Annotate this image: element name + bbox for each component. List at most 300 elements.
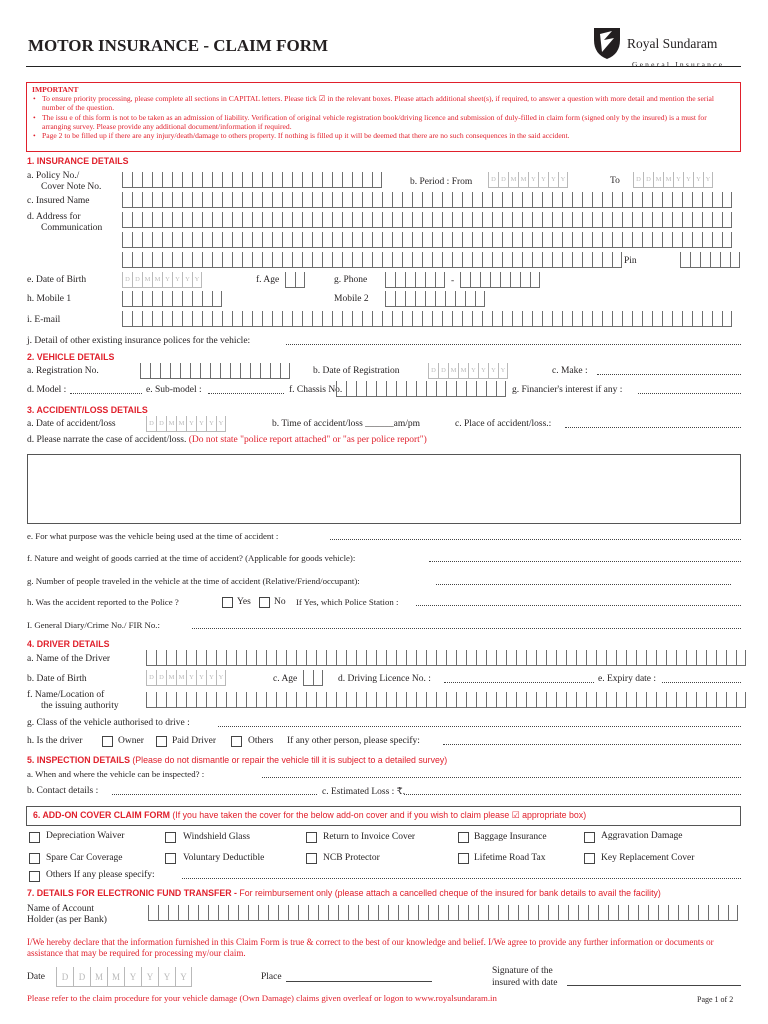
char-box[interactable] (492, 212, 502, 228)
date-digit-box[interactable]: Y (528, 172, 538, 188)
date-digit-box[interactable]: D (428, 363, 438, 379)
char-box[interactable] (445, 291, 455, 307)
char-box[interactable] (272, 311, 282, 327)
char-box[interactable] (172, 291, 182, 307)
char-box[interactable] (262, 172, 272, 188)
char-box[interactable] (338, 905, 348, 921)
char-box[interactable] (642, 192, 652, 208)
char-box[interactable] (422, 232, 432, 248)
date-digit-box[interactable]: M (166, 416, 176, 432)
char-box[interactable] (542, 232, 552, 248)
char-box[interactable] (522, 192, 532, 208)
char-box[interactable] (222, 232, 232, 248)
ncb-protector-checkbox[interactable] (306, 853, 317, 864)
char-box[interactable] (586, 650, 596, 666)
mobile1-input[interactable] (122, 291, 222, 307)
date-digit-box[interactable]: M (448, 363, 458, 379)
char-box[interactable] (722, 212, 732, 228)
char-box[interactable] (122, 311, 132, 327)
char-box[interactable] (312, 212, 322, 228)
char-box[interactable] (552, 311, 562, 327)
char-box[interactable] (362, 232, 372, 248)
char-box[interactable] (252, 172, 262, 188)
char-box[interactable] (716, 692, 726, 708)
char-box[interactable] (376, 381, 386, 397)
char-box[interactable] (258, 905, 268, 921)
char-box[interactable] (412, 252, 422, 268)
char-box[interactable] (242, 252, 252, 268)
date-digit-box[interactable]: D (132, 272, 142, 288)
char-box[interactable] (316, 650, 326, 666)
char-box[interactable] (226, 692, 236, 708)
char-box[interactable] (446, 650, 456, 666)
accident-place-field[interactable] (565, 420, 741, 428)
char-box[interactable] (662, 212, 672, 228)
char-box[interactable] (332, 311, 342, 327)
char-box[interactable] (405, 291, 415, 307)
char-box[interactable] (472, 311, 482, 327)
char-box[interactable] (216, 692, 226, 708)
char-box[interactable] (526, 650, 536, 666)
char-box[interactable] (428, 905, 438, 921)
model-field[interactable] (70, 386, 142, 394)
char-box[interactable] (425, 272, 435, 288)
char-box[interactable] (192, 311, 202, 327)
date-digit-box[interactable]: Y (216, 416, 226, 432)
char-box[interactable] (142, 291, 152, 307)
char-box[interactable] (652, 212, 662, 228)
char-box[interactable] (578, 905, 588, 921)
char-box[interactable] (248, 905, 258, 921)
char-box[interactable] (222, 212, 232, 228)
char-box[interactable] (502, 252, 512, 268)
phone-std-input[interactable] (385, 272, 445, 288)
char-box[interactable] (166, 692, 176, 708)
date-digit-box[interactable]: Y (206, 416, 216, 432)
char-box[interactable] (510, 272, 520, 288)
char-box[interactable] (176, 692, 186, 708)
char-box[interactable] (152, 192, 162, 208)
char-box[interactable] (492, 252, 502, 268)
date-digit-box[interactable]: D (146, 416, 156, 432)
date-digit-box[interactable]: M (176, 416, 186, 432)
char-box[interactable] (672, 192, 682, 208)
char-box[interactable] (722, 232, 732, 248)
insured-name-input[interactable] (122, 192, 732, 208)
date-digit-box[interactable]: Y (175, 967, 192, 987)
char-box[interactable] (246, 650, 256, 666)
char-box[interactable] (122, 172, 132, 188)
char-box[interactable] (302, 212, 312, 228)
char-box[interactable] (172, 311, 182, 327)
char-box[interactable] (482, 192, 492, 208)
char-box[interactable] (598, 905, 608, 921)
char-box[interactable] (362, 311, 372, 327)
char-box[interactable] (252, 232, 262, 248)
date-digit-box[interactable]: Y (498, 363, 508, 379)
char-box[interactable] (278, 905, 288, 921)
char-box[interactable] (562, 252, 572, 268)
char-box[interactable] (302, 192, 312, 208)
char-box[interactable] (728, 905, 738, 921)
char-box[interactable] (656, 692, 666, 708)
char-box[interactable] (692, 212, 702, 228)
char-box[interactable] (688, 905, 698, 921)
char-box[interactable] (596, 692, 606, 708)
account-holder-input[interactable] (148, 905, 738, 921)
char-box[interactable] (406, 650, 416, 666)
char-box[interactable] (488, 905, 498, 921)
char-box[interactable] (346, 692, 356, 708)
char-box[interactable] (592, 232, 602, 248)
char-box[interactable] (436, 381, 446, 397)
char-box[interactable] (538, 905, 548, 921)
char-box[interactable] (618, 905, 628, 921)
char-box[interactable] (666, 650, 676, 666)
vehicle-class-field[interactable] (218, 719, 741, 727)
char-box[interactable] (192, 192, 202, 208)
char-box[interactable] (182, 212, 192, 228)
char-box[interactable] (346, 381, 356, 397)
char-box[interactable] (348, 905, 358, 921)
char-box[interactable] (208, 905, 218, 921)
char-box[interactable] (490, 272, 500, 288)
char-box[interactable] (692, 232, 702, 248)
char-box[interactable] (352, 311, 362, 327)
char-box[interactable] (548, 905, 558, 921)
char-box[interactable] (336, 650, 346, 666)
voluntary-deductible-checkbox[interactable] (165, 853, 176, 864)
char-box[interactable] (482, 311, 492, 327)
char-box[interactable] (462, 212, 472, 228)
char-box[interactable] (326, 650, 336, 666)
char-box[interactable] (202, 291, 212, 307)
char-box[interactable] (636, 650, 646, 666)
fir-field[interactable] (192, 621, 741, 629)
char-box[interactable] (405, 272, 415, 288)
char-box[interactable] (562, 311, 572, 327)
char-box[interactable] (352, 192, 362, 208)
char-box[interactable] (182, 172, 192, 188)
char-box[interactable] (582, 192, 592, 208)
char-box[interactable] (472, 212, 482, 228)
char-box[interactable] (452, 311, 462, 327)
char-box[interactable] (402, 192, 412, 208)
char-box[interactable] (142, 212, 152, 228)
char-box[interactable] (142, 232, 152, 248)
char-box[interactable] (336, 692, 346, 708)
char-box[interactable] (572, 212, 582, 228)
char-box[interactable] (592, 192, 602, 208)
char-box[interactable] (392, 192, 402, 208)
date-digit-box[interactable]: Y (206, 670, 216, 686)
char-box[interactable] (518, 905, 528, 921)
char-box[interactable] (592, 252, 602, 268)
char-box[interactable] (472, 252, 482, 268)
char-box[interactable] (422, 212, 432, 228)
char-box[interactable] (422, 311, 432, 327)
char-box[interactable] (178, 905, 188, 921)
char-box[interactable] (342, 232, 352, 248)
char-box[interactable] (322, 192, 332, 208)
char-box[interactable] (632, 232, 642, 248)
char-box[interactable] (172, 232, 182, 248)
char-box[interactable] (730, 252, 740, 268)
char-box[interactable] (395, 272, 405, 288)
char-box[interactable] (642, 311, 652, 327)
char-box[interactable] (726, 650, 736, 666)
char-box[interactable] (396, 381, 406, 397)
char-box[interactable] (146, 692, 156, 708)
date-digit-box[interactable]: D (146, 670, 156, 686)
char-box[interactable] (382, 252, 392, 268)
date-digit-box[interactable]: Y (548, 172, 558, 188)
char-box[interactable] (658, 905, 668, 921)
char-box[interactable] (522, 252, 532, 268)
char-box[interactable] (212, 232, 222, 248)
char-box[interactable] (470, 272, 480, 288)
char-box[interactable] (608, 905, 618, 921)
char-box[interactable] (162, 311, 172, 327)
char-box[interactable] (246, 692, 256, 708)
char-box[interactable] (652, 192, 662, 208)
char-box[interactable] (240, 363, 250, 379)
char-box[interactable] (312, 252, 322, 268)
char-box[interactable] (362, 212, 372, 228)
char-box[interactable] (522, 212, 532, 228)
char-box[interactable] (556, 650, 566, 666)
char-box[interactable] (122, 232, 132, 248)
char-box[interactable] (366, 381, 376, 397)
date-digit-box[interactable]: M (663, 172, 673, 188)
char-box[interactable] (382, 192, 392, 208)
char-box[interactable] (415, 291, 425, 307)
char-box[interactable] (228, 905, 238, 921)
char-box[interactable] (682, 232, 692, 248)
char-box[interactable] (652, 232, 662, 248)
char-box[interactable] (332, 252, 342, 268)
char-box[interactable] (346, 650, 356, 666)
char-box[interactable] (532, 212, 542, 228)
char-box[interactable] (386, 381, 396, 397)
char-box[interactable] (432, 252, 442, 268)
char-box[interactable] (132, 291, 142, 307)
char-box[interactable] (302, 252, 312, 268)
char-box[interactable] (132, 252, 142, 268)
char-box[interactable] (202, 192, 212, 208)
char-box[interactable] (576, 650, 586, 666)
char-box[interactable] (186, 650, 196, 666)
period-from-date-input[interactable] (488, 172, 568, 188)
char-box[interactable] (336, 381, 346, 397)
char-box[interactable] (506, 650, 516, 666)
char-box[interactable] (456, 381, 466, 397)
char-box[interactable] (662, 311, 672, 327)
char-box[interactable] (152, 172, 162, 188)
char-box[interactable] (616, 650, 626, 666)
char-box[interactable] (152, 311, 162, 327)
char-box[interactable] (622, 311, 632, 327)
char-box[interactable] (616, 692, 626, 708)
date-digit-box[interactable]: D (498, 172, 508, 188)
char-box[interactable] (466, 381, 476, 397)
char-box[interactable] (736, 650, 746, 666)
char-box[interactable] (280, 363, 290, 379)
char-box[interactable] (432, 311, 442, 327)
char-box[interactable] (342, 311, 352, 327)
char-box[interactable] (586, 692, 596, 708)
char-box[interactable] (272, 172, 282, 188)
char-box[interactable] (530, 272, 540, 288)
char-box[interactable] (662, 192, 672, 208)
char-box[interactable] (276, 650, 286, 666)
char-box[interactable] (282, 192, 292, 208)
char-box[interactable] (288, 905, 298, 921)
char-box[interactable] (412, 192, 422, 208)
char-box[interactable] (456, 650, 466, 666)
char-box[interactable] (362, 192, 372, 208)
date-digit-box[interactable]: M (166, 670, 176, 686)
char-box[interactable] (352, 172, 362, 188)
char-box[interactable] (462, 232, 472, 248)
char-box[interactable] (612, 252, 622, 268)
char-box[interactable] (582, 212, 592, 228)
char-box[interactable] (382, 232, 392, 248)
char-box[interactable] (282, 232, 292, 248)
char-box[interactable] (402, 232, 412, 248)
date-digit-box[interactable]: Y (186, 416, 196, 432)
char-box[interactable] (542, 192, 552, 208)
char-box[interactable] (122, 252, 132, 268)
char-box[interactable] (332, 192, 342, 208)
char-box[interactable] (272, 212, 282, 228)
char-box[interactable] (512, 252, 522, 268)
char-box[interactable] (198, 905, 208, 921)
char-box[interactable] (186, 692, 196, 708)
char-box[interactable] (572, 311, 582, 327)
char-box[interactable] (602, 311, 612, 327)
char-box[interactable] (566, 650, 576, 666)
char-box[interactable] (396, 650, 406, 666)
char-box[interactable] (632, 311, 642, 327)
char-box[interactable] (202, 252, 212, 268)
char-box[interactable] (312, 192, 322, 208)
char-box[interactable] (142, 192, 152, 208)
char-box[interactable] (676, 692, 686, 708)
char-box[interactable] (455, 291, 465, 307)
char-box[interactable] (512, 311, 522, 327)
char-box[interactable] (292, 232, 302, 248)
char-box[interactable] (452, 192, 462, 208)
char-box[interactable] (212, 291, 222, 307)
char-box[interactable] (546, 692, 556, 708)
char-box[interactable] (252, 311, 262, 327)
char-box[interactable] (202, 232, 212, 248)
char-box[interactable] (706, 650, 716, 666)
char-box[interactable] (376, 650, 386, 666)
char-box[interactable] (302, 172, 312, 188)
date-digit-box[interactable]: Y (216, 670, 226, 686)
char-box[interactable] (500, 272, 510, 288)
char-box[interactable] (222, 252, 232, 268)
char-box[interactable] (656, 650, 666, 666)
char-box[interactable] (666, 692, 676, 708)
char-box[interactable] (386, 650, 396, 666)
char-box[interactable] (292, 172, 302, 188)
char-box[interactable] (322, 232, 332, 248)
char-box[interactable] (202, 172, 212, 188)
char-box[interactable] (408, 905, 418, 921)
return-to-invoice-checkbox[interactable] (306, 832, 317, 843)
char-box[interactable] (572, 252, 582, 268)
char-box[interactable] (572, 232, 582, 248)
char-box[interactable] (182, 192, 192, 208)
driver-name-input[interactable] (146, 650, 746, 666)
char-box[interactable] (636, 692, 646, 708)
char-box[interactable] (295, 272, 305, 288)
char-box[interactable] (702, 212, 712, 228)
char-box[interactable] (696, 650, 706, 666)
char-box[interactable] (276, 692, 286, 708)
date-digit-box[interactable]: D (156, 670, 166, 686)
char-box[interactable] (642, 232, 652, 248)
char-box[interactable] (432, 232, 442, 248)
char-box[interactable] (192, 212, 202, 228)
char-box[interactable] (486, 692, 496, 708)
date-digit-box[interactable]: D (73, 967, 90, 987)
char-box[interactable] (142, 311, 152, 327)
char-box[interactable] (196, 692, 206, 708)
aggravation-damage-checkbox[interactable] (584, 832, 595, 843)
char-box[interactable] (472, 192, 482, 208)
char-box[interactable] (602, 232, 612, 248)
char-box[interactable] (285, 272, 295, 288)
char-box[interactable] (372, 192, 382, 208)
char-box[interactable] (412, 212, 422, 228)
char-box[interactable] (532, 192, 542, 208)
char-box[interactable] (322, 311, 332, 327)
char-box[interactable] (392, 311, 402, 327)
char-box[interactable] (206, 692, 216, 708)
char-box[interactable] (542, 212, 552, 228)
char-box[interactable] (382, 311, 392, 327)
others-checkbox[interactable] (231, 736, 242, 747)
char-box[interactable] (398, 905, 408, 921)
char-box[interactable] (702, 311, 712, 327)
char-box[interactable] (448, 905, 458, 921)
char-box[interactable] (626, 650, 636, 666)
char-box[interactable] (476, 381, 486, 397)
place-field[interactable] (286, 970, 432, 982)
char-box[interactable] (212, 311, 222, 327)
char-box[interactable] (378, 905, 388, 921)
addon-others-checkbox[interactable] (29, 871, 40, 882)
char-box[interactable] (562, 212, 572, 228)
baggage-insurance-checkbox[interactable] (458, 832, 469, 843)
char-box[interactable] (406, 381, 416, 397)
date-digit-box[interactable]: D (633, 172, 643, 188)
char-box[interactable] (342, 252, 352, 268)
char-box[interactable] (482, 252, 492, 268)
date-digit-box[interactable]: Y (158, 967, 175, 987)
char-box[interactable] (292, 252, 302, 268)
char-box[interactable] (282, 311, 292, 327)
char-box[interactable] (132, 311, 142, 327)
char-box[interactable] (182, 291, 192, 307)
date-digit-box[interactable]: Y (182, 272, 192, 288)
contact-field[interactable] (112, 787, 317, 795)
date-digit-box[interactable]: Y (162, 272, 172, 288)
